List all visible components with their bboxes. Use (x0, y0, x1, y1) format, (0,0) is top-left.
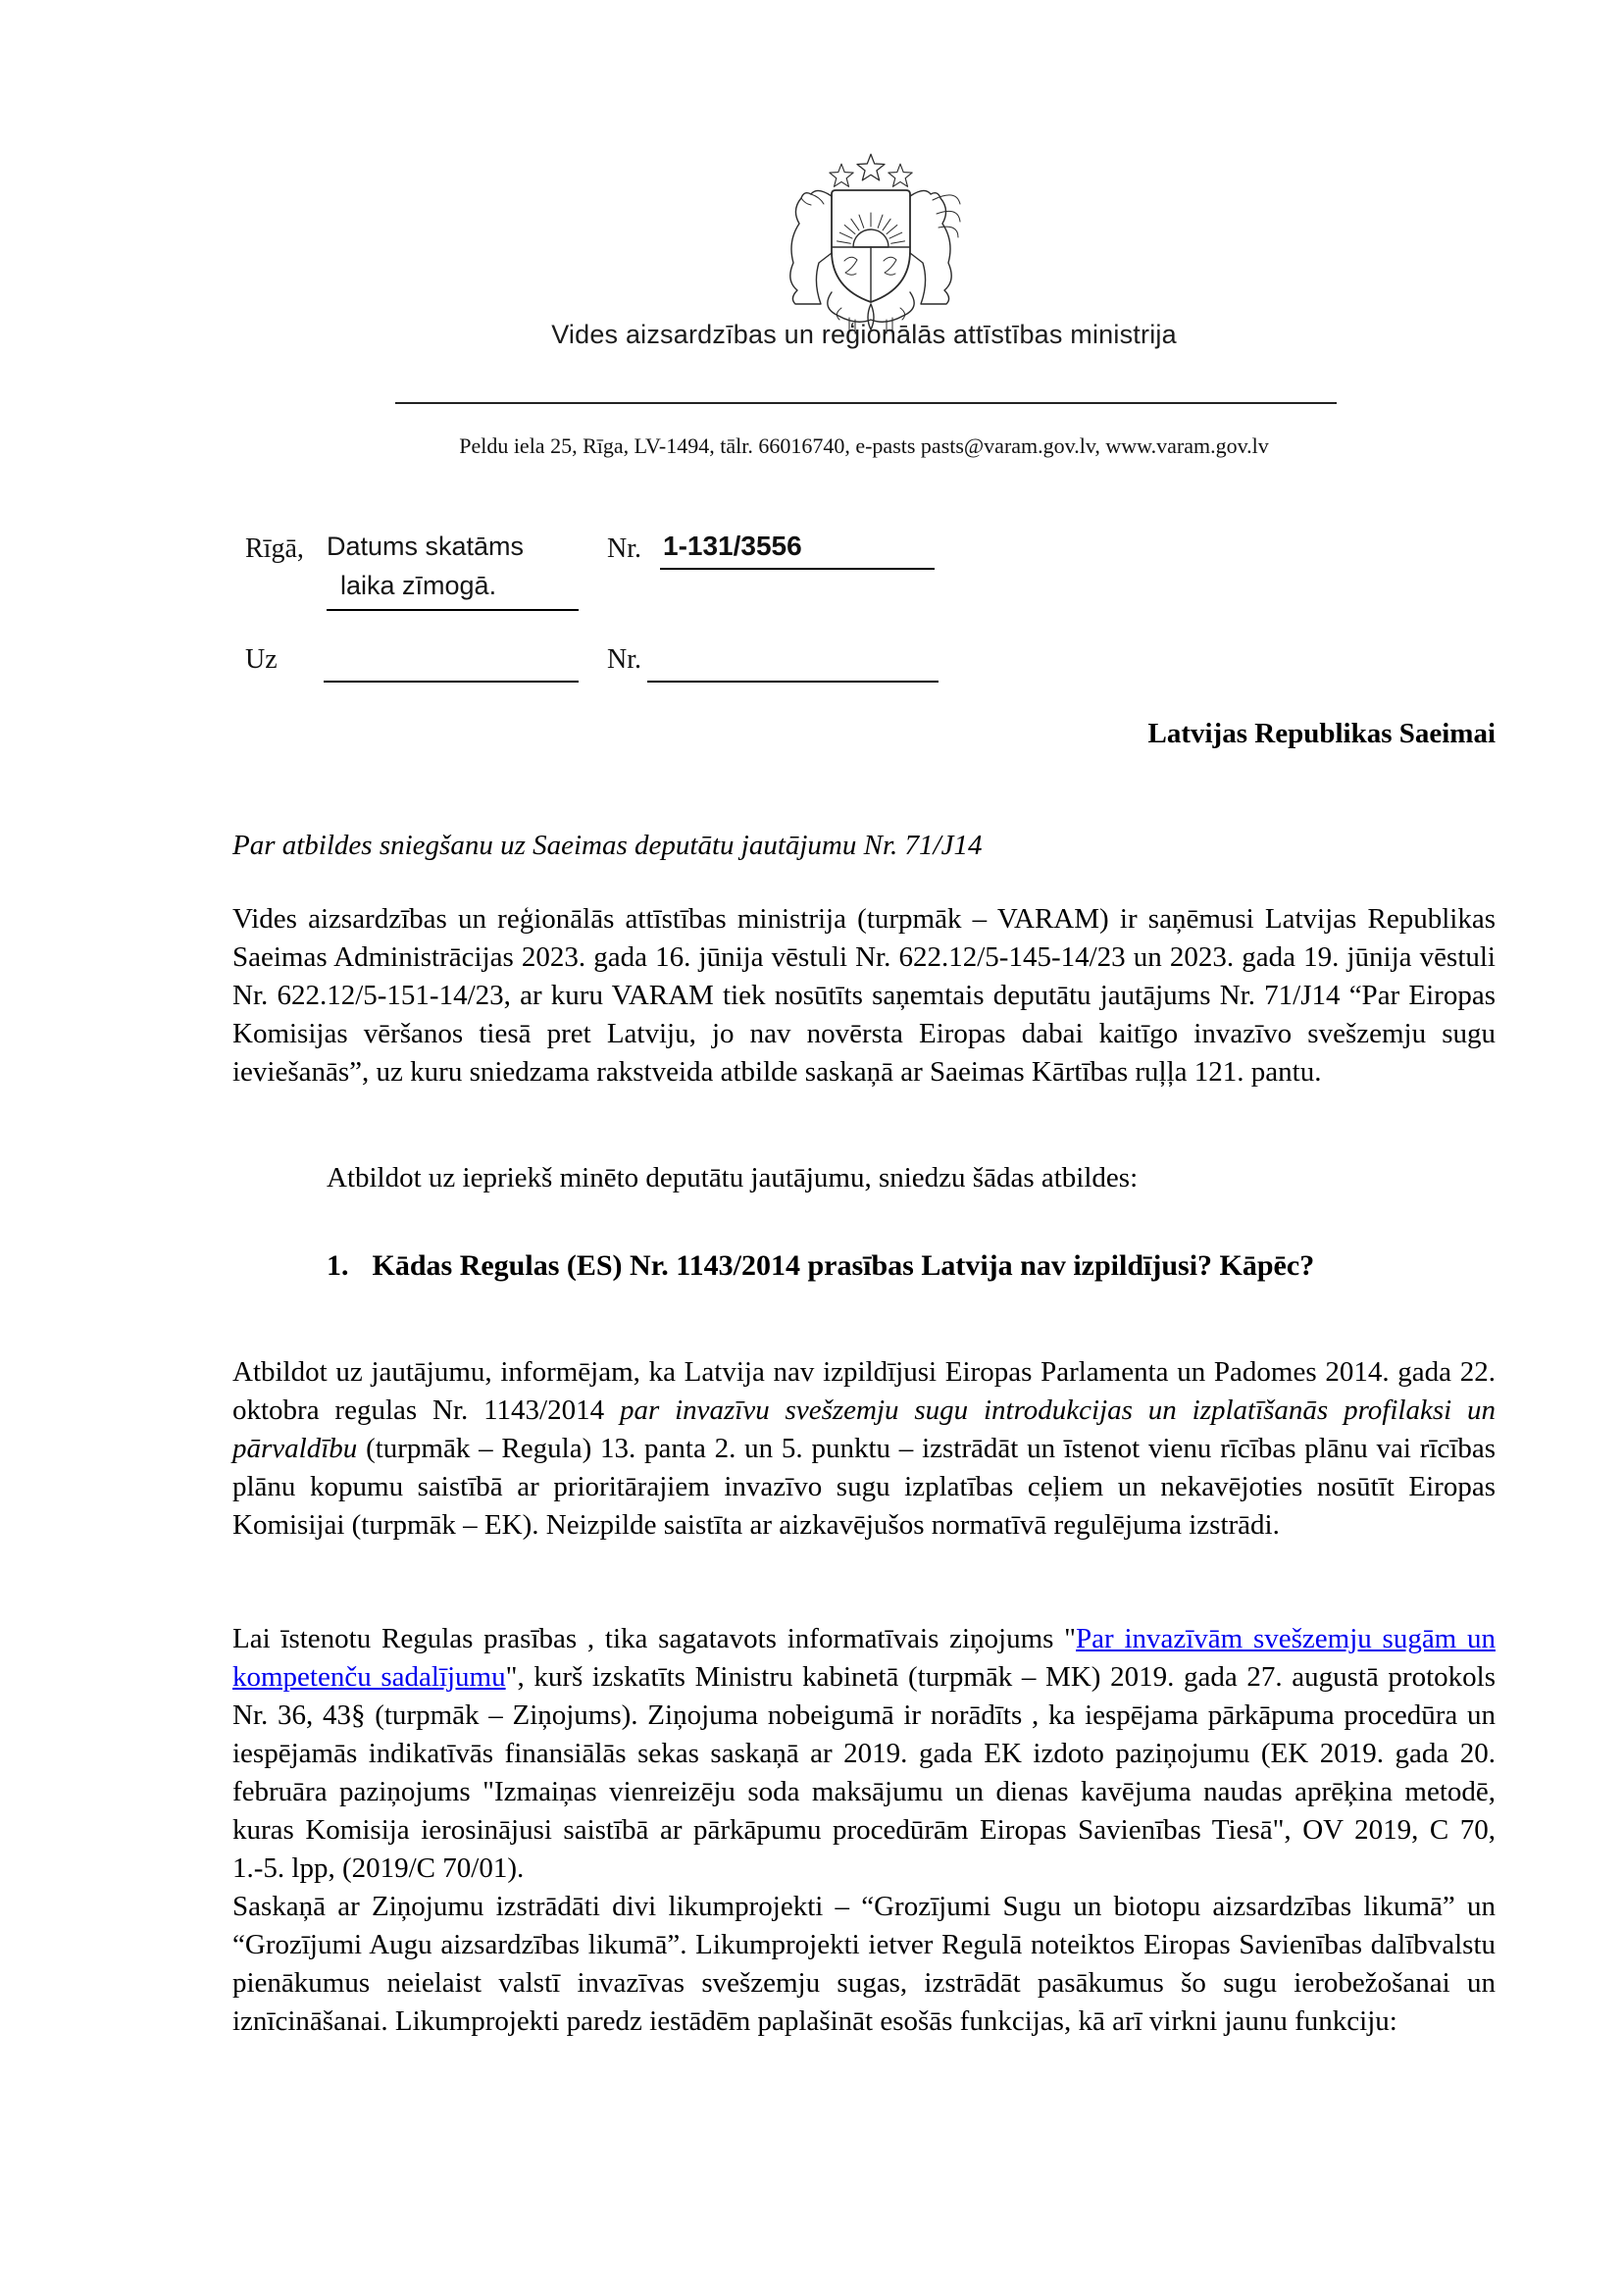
body-paragraph-intro: Atbildot uz iepriekš minēto deputātu jautājumu, sniedzu šādas atbildes: (327, 1162, 1139, 1193)
report-link[interactable]: Par invazīvām svešzemju sugām un kompetenču sadalījumu (232, 1623, 1496, 1693)
body-paragraph-1: Vides aizsardzības un reģionālās attīstības ministrija (turpmāk – VARAM) ir saņēmusi Latvijas Republikas Saeimas Administrācijas 2023. gada 16. jūnija vēstuli Nr. 622.12/5-145-14/23 un 2023. gada 19. jūnija vēstuli Nr. 622.12/5-151-14/23, ar kuru VARAM tiek nosūtīts saņemtais deputātu jautājums Nr. 71/J14 “Par Eiropas Komisijas vēršanos tiesā pret Latviju, jo nav novērsta Eiropas dabai kaitīgo invazīvo svešzemju sugu ieviešanās”, uz kuru sniedzama rakstveida atbilde saskaņā ar Saeimas Kārtības ruļļa 121. pantu. (232, 903, 1496, 1088)
question-1-number: 1. (327, 1249, 349, 1282)
place-label: Rīgā, (245, 533, 304, 564)
body-paragraphs-3-4 (232, 1620, 1496, 2041)
nr-fill-line (660, 568, 935, 570)
question-1-text: Kādas Regulas (ES) Nr. 1143/2014 prasības Latvija nav izpildījusi? Kāpēc? (372, 1249, 1315, 1282)
regulation-title-italic: par invazīvu svešzemju sugu introdukcijas un izplatīšanās profilaksi un pārvaldību (232, 1395, 1497, 1464)
ministry-name: Vides aizsardzības un reģionālās attīstības ministrija (551, 320, 1177, 349)
paragraph-3-text-b: ", kurš izskatīts Ministru kabinetā (turpmāk – MK) 2019. gada 27. augustā protokols Nr. 36, 43§ (turpmāk – Ziņojums). Ziņojuma nobeigumā ir norādīts , ka iespējama pārkāpuma procedūra un iespējamās indikatīvās finansiālās sekas saskaņā ar 2019. gada EK izdoto paziņojumu (EK 2019. gada 20. februāra paziņojums "Izmaiņas vienreizēju soda maksājumu un dienas kavējuma naudas aprēķina metodē, kuras Komisija ierosinājusi saistībā ar pārkāpumu procedūrām Eiropas Savienības Tiesā", OV 2019, C 70, 1.-5. lpp, (2019/C 70/01). (232, 1661, 1496, 1884)
date-note (327, 532, 582, 601)
body-paragraph-4: Saskaņā ar Ziņojumu izstrādāti divi likumprojekti – “Grozījumi Sugu un biotopu aizsardzības likumā” un “Grozījumi Augu aizsardzības likumā”. Likumprojekti ietver Regulā noteiktos Eiropas Savienības dalībvalstu pienākumus neielaist valstī invazīvas svešzemju sugas, izstrādāt pasākumus šo sugu ierobežošanai un iznīcināšanai. Likumprojekti paredz iestādēm paplašināt esošās funkcijas, kā arī virkni jaunu funkciju: (232, 1891, 1496, 2037)
date-note-line1: Datums skatāms (327, 532, 525, 561)
body-paragraph-2 (232, 1353, 1496, 1545)
uz-label: Uz (245, 644, 278, 675)
recipient: Latvijas Republikas Saeimai (1147, 718, 1496, 749)
latvia-coat-of-arms-icon (758, 145, 984, 341)
paragraph-3-text-a: Lai īstenotu Regulas prasības , tika sagatavots informatīvais ziņojums " (232, 1623, 1077, 1654)
nr2-label: Nr. (607, 644, 641, 675)
ministry-address: Peldu iela 25, Rīga, LV-1494, tālr. 66016740, e-pasts pasts@varam.gov.lv, www.varam.gov.lv (459, 433, 1269, 458)
uz-fill-line (324, 681, 579, 683)
subject-line: Par atbildes sniegšanu uz Saeimas deputātu jautājumu Nr. 71/J14 (232, 830, 983, 861)
body-paragraph-3 (232, 1620, 1496, 1888)
paragraph-2-text-a: Atbildot uz jautājumu, informējam, ka Latvija nav izpildījusi Eiropas Parlamenta un Padomes 2014. gada 22. oktobra regulas Nr. 1143/2014 (232, 1356, 1496, 1426)
paragraph-2-text-b: (turpmāk – Regula) 13. panta 2. un 5. punktu – izstrādāt un īstenot vienu rīcības plānu vai rīcības plānu kopumu saistībā ar prioritārajiem invazīvo sugu izplatības ceļiem un nekavējoties nosūtīt Eiropas Komisijai (turpmāk – EK). Neizpilde saistīta ar aizkavējušos normatīvā regulējuma izstrādi. (232, 1433, 1496, 1541)
nr-label: Nr. (607, 533, 641, 564)
date-note-line2: laika zīmogā. (340, 571, 497, 600)
nr2-fill-line (647, 681, 939, 683)
header-divider (395, 402, 1337, 404)
question-1-heading (232, 1247, 1496, 1285)
date-fill-line (327, 609, 579, 611)
nr-value: 1-131/3556 (663, 531, 802, 561)
